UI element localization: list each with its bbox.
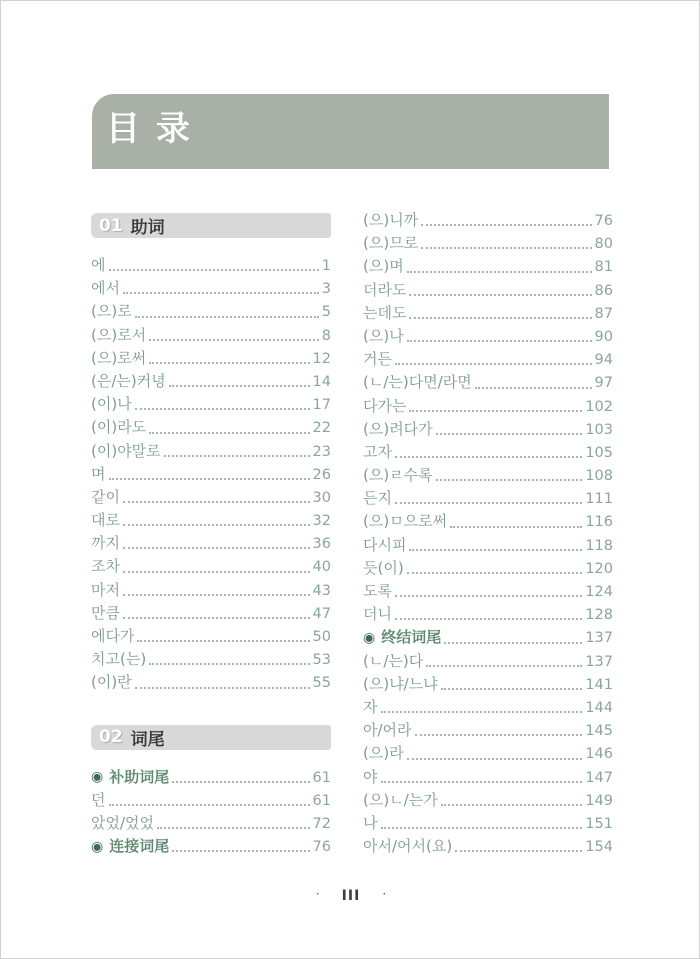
toc-entry-row	[363, 464, 613, 487]
entry-page-number: 23	[312, 443, 331, 460]
entry-page-number: 36	[312, 536, 331, 553]
entry-page-number: 105	[585, 444, 613, 461]
dotted-leader	[172, 850, 309, 852]
toc-entry-row	[363, 510, 613, 533]
entry-page-number: 124	[585, 584, 613, 600]
entry-label: 았었/었었	[91, 813, 155, 832]
entry-page-number: 40	[312, 559, 331, 576]
dotted-leader	[444, 642, 582, 644]
entry-label: 아서/어서(요)	[363, 837, 453, 856]
entry-label: (ㄴ/는)다면/라면	[363, 373, 472, 392]
entry-page-number: 102	[585, 398, 613, 415]
entry-page-number: 149	[585, 792, 613, 809]
entry-page-number: 55	[312, 675, 331, 692]
dotted-leader	[395, 618, 582, 620]
entry-label: (으)ㄴ/는가	[363, 790, 438, 809]
dotted-leader	[441, 688, 583, 690]
section-header-02	[91, 725, 331, 750]
toc-entry-row	[91, 277, 331, 300]
bullseye-icon: ◉	[91, 838, 104, 855]
entry-page-number: 111	[585, 491, 613, 508]
entry-page-number: 32	[312, 513, 331, 530]
entry-label: 아/어라	[363, 721, 412, 740]
entry-label: 더라도	[363, 280, 407, 299]
dotted-leader	[149, 663, 309, 665]
toc-entry-row	[363, 255, 613, 278]
footer-right-dot: ·	[382, 887, 387, 901]
dotted-leader	[149, 339, 319, 341]
entry-label: 는데도	[363, 303, 407, 322]
toc-entry-row	[91, 347, 331, 370]
dotted-leader	[123, 292, 319, 294]
entry-label: 补助词尾	[109, 767, 170, 786]
dotted-leader	[109, 804, 310, 806]
entry-label: (으)려다가	[363, 419, 433, 438]
toc-entry-row	[91, 532, 331, 555]
entry-page-number: 137	[585, 630, 613, 647]
entry-label: (은/는)커녕	[91, 371, 166, 390]
entry-label: 치고(는)	[91, 650, 147, 669]
toc-entry-row	[91, 625, 331, 648]
entry-label: (으)로서	[91, 325, 147, 344]
dotted-leader	[421, 247, 591, 249]
dotted-leader	[455, 850, 582, 852]
dotted-leader	[436, 433, 583, 435]
dotted-leader	[135, 316, 319, 318]
toc-entry-row	[91, 789, 331, 812]
dotted-leader	[407, 758, 583, 760]
page-title: 目 录	[106, 109, 192, 149]
toc-entry-row	[363, 557, 613, 580]
entry-page-number: 147	[585, 769, 613, 786]
entry-page-number: 86	[594, 282, 613, 299]
entry-label: 连接词尾	[109, 837, 170, 856]
dotted-leader	[109, 269, 319, 271]
toc-entry-row	[91, 509, 331, 532]
dotted-leader	[426, 665, 582, 667]
entry-label: 终结词尾	[381, 628, 442, 647]
entry-page-number: 144	[585, 699, 613, 716]
entry-label: 나	[363, 813, 378, 832]
dotted-leader	[395, 502, 582, 504]
entry-page-number: 3	[321, 281, 331, 298]
toc-subheading-row	[363, 626, 613, 649]
entry-label: (이)야말로	[91, 441, 161, 460]
entry-page-number: 72	[312, 815, 331, 832]
entry-page-number: 81	[594, 259, 613, 276]
toc-entry-row	[363, 812, 613, 835]
entry-label: 에서	[91, 279, 120, 298]
entry-page-number: 120	[585, 560, 613, 577]
toc-entry-row	[91, 416, 331, 439]
dotted-leader	[450, 526, 582, 528]
toc-entry-row	[91, 648, 331, 671]
section-title: 词尾	[130, 729, 165, 750]
entry-page-number: 118	[585, 537, 613, 554]
entry-label: 거든	[363, 350, 392, 369]
entry-label: 든지	[363, 489, 392, 508]
entry-label: 듯(이)	[363, 558, 404, 577]
entry-page-number: 30	[312, 489, 331, 506]
entry-page-number: 1	[321, 258, 331, 274]
bullseye-icon: ◉	[91, 769, 104, 786]
toc-column-left	[91, 213, 331, 858]
entry-page-number: 76	[312, 839, 331, 856]
toc-entry-row	[91, 671, 331, 694]
section-number: 02	[99, 727, 123, 748]
entry-page-number: 141	[585, 676, 613, 693]
toc-entry-row	[363, 348, 613, 371]
entry-label: 도록	[363, 582, 392, 600]
toc-entry-row	[363, 766, 613, 789]
dotted-leader	[123, 547, 310, 549]
dotted-leader	[123, 501, 310, 503]
dotted-leader	[137, 640, 309, 642]
toc-entry-row	[91, 254, 331, 277]
entry-label: (이)나	[91, 395, 132, 414]
entry-label: 에	[91, 256, 106, 274]
toc-entry-row	[363, 418, 613, 441]
entry-page-number: 22	[312, 420, 331, 437]
toc-entry-row	[363, 371, 613, 394]
toc-entry-row	[363, 395, 613, 418]
toc-entry-row	[363, 603, 613, 626]
entry-page-number: 50	[312, 629, 331, 645]
dotted-leader	[164, 455, 310, 457]
entry-label: 다가는	[363, 396, 407, 415]
toc-subheading-row	[91, 766, 331, 789]
entry-label: 대로	[91, 511, 120, 530]
entry-page-number: 128	[585, 607, 613, 624]
entry-label: (이)란	[91, 673, 132, 692]
toc-entry-row	[91, 555, 331, 578]
entry-page-number: 103	[585, 421, 613, 438]
entry-label: (으)며	[363, 257, 404, 276]
dotted-leader	[149, 432, 309, 434]
toc-entry-row	[91, 393, 331, 416]
entry-page-number: 116	[585, 514, 613, 531]
entry-label: (으)나	[363, 326, 404, 345]
dotted-leader	[135, 408, 310, 410]
toc-entry-row	[91, 440, 331, 463]
toc-entry-row	[91, 370, 331, 393]
entry-page-number: 151	[585, 815, 613, 832]
entry-page-number: 146	[585, 746, 613, 763]
entry-label: 며	[91, 464, 106, 483]
dotted-leader	[149, 362, 309, 364]
entry-label: 던	[91, 790, 106, 809]
entry-label: (으)로	[91, 302, 132, 321]
entry-page-number: 8	[321, 327, 331, 344]
entry-label: (이)라도	[91, 418, 147, 437]
toc-entry-row	[363, 673, 613, 696]
entry-label: 다시피	[363, 535, 407, 554]
dotted-leader	[415, 734, 583, 736]
entry-page-number: 47	[312, 605, 331, 622]
dotted-leader	[409, 294, 591, 296]
entry-page-number: 26	[312, 466, 331, 483]
section-title: 助词	[130, 218, 165, 238]
toc-entry-row	[363, 534, 613, 557]
toc-entry-row	[363, 325, 613, 348]
entry-label: (ㄴ/는)다	[363, 651, 424, 670]
entry-label: 마저	[91, 580, 120, 599]
dotted-leader	[381, 711, 583, 713]
dotted-leader	[172, 781, 309, 783]
dotted-leader	[135, 687, 310, 689]
dotted-leader	[381, 827, 583, 829]
toc-entry-row	[363, 742, 613, 765]
toc-entry-row	[91, 812, 331, 835]
page-footer	[1, 885, 700, 904]
dotted-leader	[157, 827, 310, 829]
toc-entry-row	[363, 835, 613, 858]
entry-page-number: 90	[594, 328, 613, 345]
entry-label: (으)ㄹ수록	[363, 466, 433, 485]
entry-label: (으)냐/느냐	[363, 674, 438, 693]
entry-label: 에다가	[91, 627, 135, 645]
entry-label: (으)니까	[363, 211, 419, 229]
dotted-leader	[407, 340, 592, 342]
entry-label: (으)므로	[363, 234, 419, 253]
entry-page-number: 12	[312, 350, 331, 367]
dotted-leader	[407, 271, 592, 273]
dotted-leader	[123, 594, 310, 596]
entry-page-number: 43	[312, 582, 331, 599]
entry-label: (으)ㅁ으로써	[363, 512, 448, 531]
dotted-leader	[381, 781, 583, 783]
dotted-leader	[109, 478, 310, 480]
toc-subheading-row	[91, 835, 331, 858]
dotted-leader	[123, 524, 310, 526]
toc-entry-row	[363, 719, 613, 742]
toc-entry-row	[363, 232, 613, 255]
entry-label: 더니	[363, 605, 392, 624]
toc-banner	[92, 94, 609, 169]
toc-entry-row	[363, 441, 613, 464]
toc-entry-row	[91, 300, 331, 323]
entry-label: 까지	[91, 534, 120, 553]
dotted-leader	[395, 595, 582, 597]
dotted-leader	[475, 387, 592, 389]
entry-page-number: 97	[594, 375, 613, 392]
toc-entry-row	[363, 789, 613, 812]
dotted-leader	[395, 456, 582, 458]
entry-page-number: 87	[594, 305, 613, 322]
entry-page-number: 17	[312, 397, 331, 414]
toc-entry-row	[363, 696, 613, 719]
entry-label: 자	[363, 697, 378, 716]
bullseye-icon: ◉	[363, 629, 376, 646]
entry-page-number: 145	[585, 723, 613, 740]
section-number: 01	[99, 215, 123, 236]
dotted-leader	[407, 572, 583, 574]
toc-entry-row	[91, 324, 331, 347]
dotted-leader	[421, 224, 591, 226]
footer-left-dot: ·	[315, 887, 320, 901]
entry-page-number: 5	[321, 304, 331, 321]
dotted-leader	[409, 317, 591, 319]
entry-label: 조차	[91, 557, 120, 576]
entry-page-number: 61	[312, 792, 331, 809]
dotted-leader	[409, 549, 582, 551]
toc-entry-row	[363, 302, 613, 325]
toc-entry-row	[363, 279, 613, 302]
folio-page-number: III	[341, 888, 361, 904]
entry-page-number: 108	[585, 468, 613, 485]
dotted-leader	[436, 479, 583, 481]
entry-label: 만큼	[91, 603, 120, 622]
toc-entry-row	[91, 602, 331, 625]
dotted-leader	[409, 410, 582, 412]
entry-page-number: 61	[312, 769, 331, 786]
toc-entry-row	[363, 209, 613, 232]
toc-column-right	[363, 209, 613, 858]
entry-label: (으)라	[363, 744, 404, 763]
entry-page-number: 137	[585, 653, 613, 670]
dotted-leader	[441, 804, 583, 806]
entry-page-number: 154	[585, 839, 613, 856]
dotted-leader	[395, 363, 592, 365]
entry-page-number: 76	[594, 213, 613, 229]
entry-label: 같이	[91, 487, 120, 506]
dotted-leader	[123, 617, 310, 619]
entry-label: (으)로써	[91, 348, 147, 367]
entry-label: 야	[363, 767, 378, 786]
toc-entry-row	[363, 580, 613, 603]
toc-entry-row	[363, 487, 613, 510]
section-header-01	[91, 213, 331, 238]
dotted-leader	[169, 385, 310, 387]
entry-label: 고자	[363, 442, 392, 461]
toc-entry-row	[91, 579, 331, 602]
entry-page-number: 14	[312, 373, 331, 390]
dotted-leader	[123, 571, 310, 573]
toc-entry-row	[363, 650, 613, 673]
entry-page-number: 53	[312, 652, 331, 669]
toc-entry-row	[91, 486, 331, 509]
entry-page-number: 80	[594, 236, 613, 253]
toc-entry-row	[91, 463, 331, 486]
entry-page-number: 94	[594, 352, 613, 369]
